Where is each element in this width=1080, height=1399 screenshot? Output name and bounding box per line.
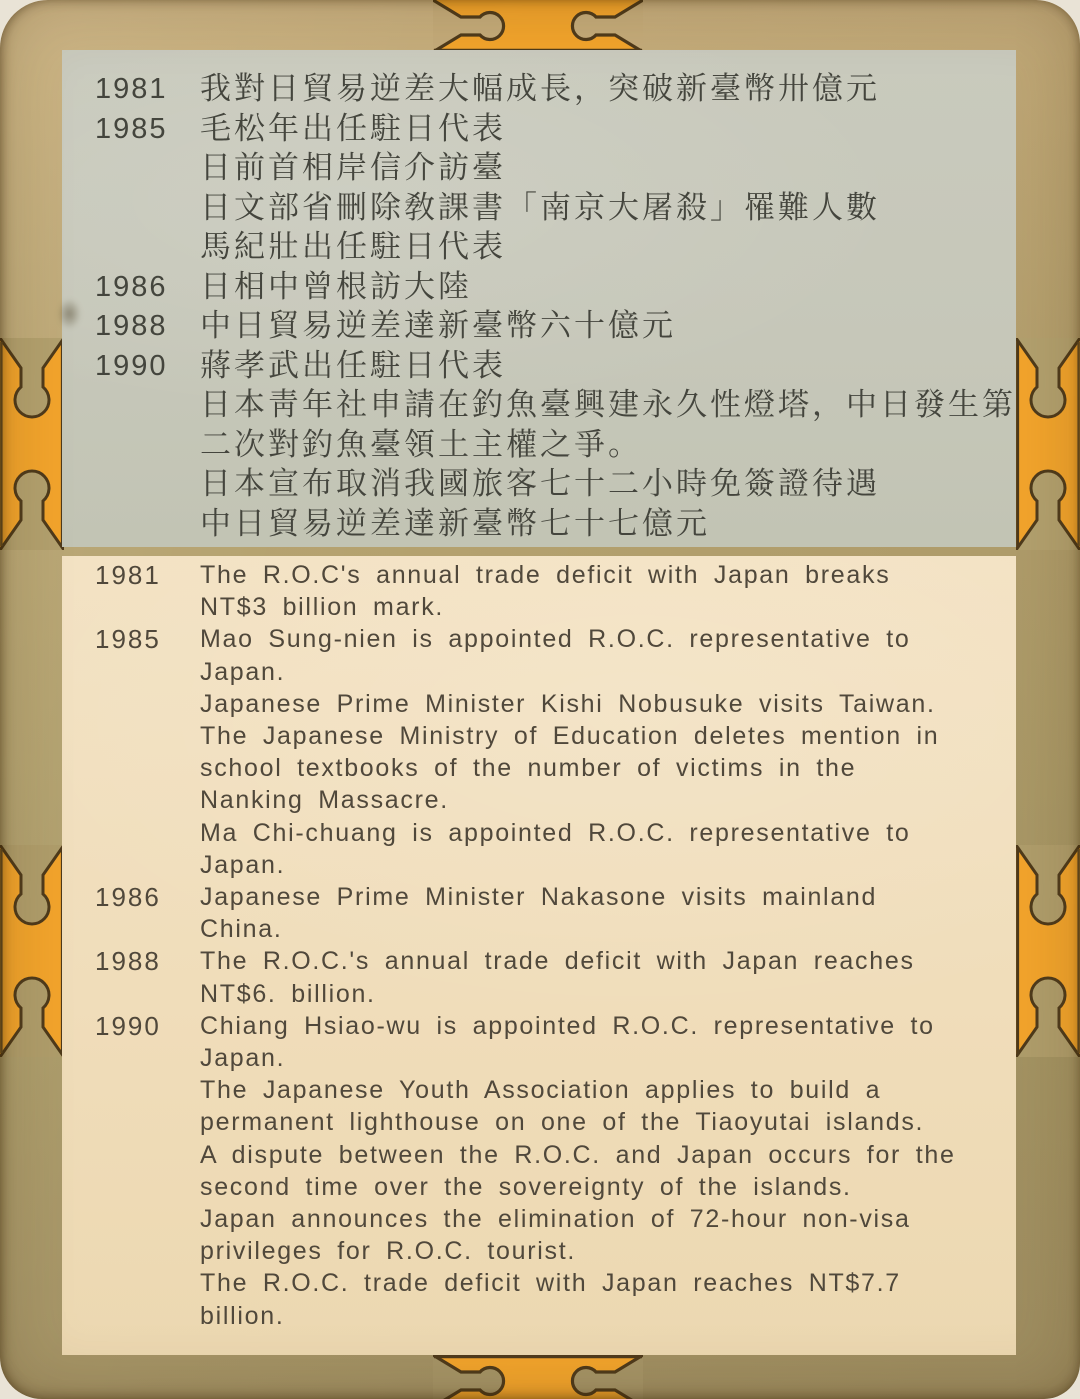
year-label: 1985 [95, 112, 168, 145]
event-text: The R.O.C.'s annual trade deficit with Japan reaches [200, 947, 915, 976]
event-text: Japanese Prime Minister Kishi Nobusuke visits Taiwan. [200, 689, 936, 718]
keyhole-cutout-bottom [0, 978, 64, 1057]
event-text: 中日貿易逆差達新臺幣七十七億元 [200, 505, 710, 542]
english-timeline-row [62, 1171, 1016, 1203]
event-text: 馬紀壯出任駐日代表 [200, 229, 506, 265]
keyhole-ornament-left-upper [0, 338, 64, 550]
chinese-timeline-panel [62, 50, 1016, 547]
event-text: second time over the sovereignty of the islands. [200, 1172, 852, 1201]
english-timeline-row [62, 1139, 1016, 1171]
event-text: 日本宣布取消我國旅客七十二小時免簽證待遇 [200, 466, 880, 502]
ornament-body [1016, 338, 1080, 550]
english-timeline-row [62, 752, 1016, 784]
keyhole-ornament-left-lower [0, 845, 64, 1057]
chinese-timeline-row [62, 70, 1016, 110]
english-timeline-row [62, 1300, 1016, 1332]
event-text: The Japanese Ministry of Education deletes mention in [200, 722, 940, 751]
event-text: A dispute between the R.O.C. and Japan occurs for the [200, 1140, 956, 1169]
event-text: Nanking Massacre. [200, 786, 449, 815]
event-text: The Japanese Youth Association applies to build a [200, 1076, 882, 1105]
english-timeline-row [62, 1010, 1016, 1042]
chinese-timeline-row [62, 307, 1016, 347]
keyhole-outline-left [433, 1355, 504, 1399]
keyhole-ornament-right-upper [1016, 338, 1080, 550]
year-label: 1986 [95, 882, 161, 913]
event-text: Japan. [200, 850, 286, 879]
keyhole-outline-top [1016, 338, 1080, 417]
event-text: 蔣孝武出任駐日代表 [200, 347, 506, 384]
english-timeline-row [62, 945, 1016, 977]
chinese-timeline-row [62, 189, 1016, 229]
chinese-timeline-row [62, 426, 1016, 466]
event-text: 我對日貿易逆差大幅成長，突破新臺幣卅億元 [200, 71, 880, 107]
keyhole-ornament-bottom [433, 1355, 643, 1399]
english-timeline-row [62, 688, 1016, 720]
chinese-timeline-row [62, 228, 1016, 268]
english-timeline-row [62, 1235, 1016, 1267]
english-timeline-row [62, 1267, 1016, 1299]
chinese-timeline-row [62, 149, 1016, 189]
keyhole-cutout-left [433, 0, 504, 52]
paper-stain [54, 294, 88, 338]
event-text: permanent lighthouse on one of the Tiaoyutai islands. [200, 1108, 925, 1137]
keyhole-outline-bottom [1016, 471, 1080, 550]
english-timeline-row [62, 913, 1016, 945]
english-timeline-row [62, 784, 1016, 816]
chinese-timeline-row [62, 347, 1016, 387]
event-text: privileges for R.O.C. tourist. [200, 1237, 577, 1266]
keyhole-cutout-right [572, 1355, 643, 1399]
keyhole-outline-bottom [0, 471, 64, 550]
keyhole-outline-top [1016, 845, 1080, 924]
keyhole-cutout-top [0, 338, 64, 417]
english-timeline-row [62, 849, 1016, 881]
english-timeline-row [62, 623, 1016, 655]
year-label: 1988 [95, 310, 168, 342]
keyhole-cutout-top [0, 845, 64, 924]
keyhole-ornament-right-lower [1016, 845, 1080, 1057]
year-label: 1981 [95, 73, 168, 105]
keyhole-outline-right [572, 0, 643, 52]
keyhole-cutout-right [572, 0, 643, 52]
english-timeline-row [62, 1106, 1016, 1138]
english-timeline-row [62, 978, 1016, 1010]
chinese-timeline-row [62, 465, 1016, 505]
keyhole-cutout-top [1016, 845, 1080, 924]
chinese-timeline-row [62, 386, 1016, 426]
event-text: NT$6. billion. [200, 979, 376, 1008]
english-timeline-row [62, 559, 1016, 591]
year-label: 1988 [95, 946, 161, 977]
keyhole-cutout-bottom [1016, 978, 1080, 1057]
event-text: The R.O.C's annual trade deficit with Japan breaks [200, 561, 891, 589]
event-text: The R.O.C. trade deficit with Japan reaches NT$7.7 [200, 1269, 901, 1298]
year-label: 1990 [95, 349, 168, 382]
keyhole-outline-right [572, 1355, 643, 1399]
year-label: 1990 [95, 1010, 161, 1041]
event-text: Japan. [200, 657, 286, 686]
event-text: 中日貿易逆差達新臺幣六十億元 [200, 308, 676, 344]
english-timeline-row [62, 656, 1016, 688]
event-text: Ma Chi-chuang is appointed R.O.C. representative to [200, 818, 911, 847]
keyhole-outline-bottom [0, 978, 64, 1057]
english-timeline-row [62, 1203, 1016, 1235]
english-timeline-row [62, 591, 1016, 623]
event-text: NT$3 billion mark. [200, 593, 445, 622]
event-text: Mao Sung-nien is appointed R.O.C. representative to [200, 625, 911, 654]
keyhole-outline-bottom [1016, 978, 1080, 1057]
keyhole-outline-top [0, 845, 64, 924]
keyhole-cutout-top [1016, 338, 1080, 417]
ornament-body [0, 845, 64, 1057]
event-text: 日文部省刪除敎課書「南京大屠殺」罹難人數 [200, 189, 880, 226]
chinese-timeline-row [62, 505, 1016, 545]
event-text: Chiang Hsiao-wu is appointed R.O.C. representative to [200, 1011, 935, 1040]
ornament-body [433, 0, 643, 52]
ornament-body [0, 338, 64, 550]
year-label: 1981 [95, 560, 161, 590]
english-timeline-row [62, 1042, 1016, 1074]
keyhole-ornament-top [433, 0, 643, 52]
keyhole-cutout-bottom [1016, 471, 1080, 550]
keyhole-cutout-left [433, 1355, 504, 1399]
event-text: 毛松年出任駐日代表 [200, 110, 506, 147]
event-text: Japanese Prime Minister Nakasone visits mainland [200, 883, 878, 912]
english-timeline-row [62, 817, 1016, 849]
event-text: 日本靑年社申請在釣魚臺興建永久性燈塔，中日發生第 [200, 387, 1016, 423]
event-text: Japan. [200, 1044, 286, 1073]
english-timeline-row [62, 720, 1016, 752]
year-label: 1985 [95, 624, 161, 655]
event-text: China. [200, 915, 283, 944]
event-text: 日相中曾根訪大陸 [200, 268, 472, 305]
event-text: billion. [200, 1301, 285, 1330]
ornament-body [1016, 845, 1080, 1057]
english-timeline-row [62, 1074, 1016, 1106]
event-text: 二次對釣魚臺領土主權之爭。 [200, 426, 642, 463]
chinese-timeline-row [62, 268, 1016, 308]
event-text: 日前首相岸信介訪臺 [200, 150, 506, 186]
chinese-timeline-row [62, 110, 1016, 150]
year-label: 1986 [95, 270, 168, 303]
event-text: Japan announces the elimination of 72-hour non-visa [200, 1205, 911, 1234]
keyhole-cutout-bottom [0, 471, 64, 550]
keyhole-outline-top [0, 338, 64, 417]
english-timeline-panel [62, 556, 1016, 1355]
keyhole-outline-left [433, 0, 504, 52]
event-text: school textbooks of the number of victims in the [200, 754, 857, 783]
english-timeline-row [62, 881, 1016, 913]
ornament-body [433, 1355, 643, 1399]
